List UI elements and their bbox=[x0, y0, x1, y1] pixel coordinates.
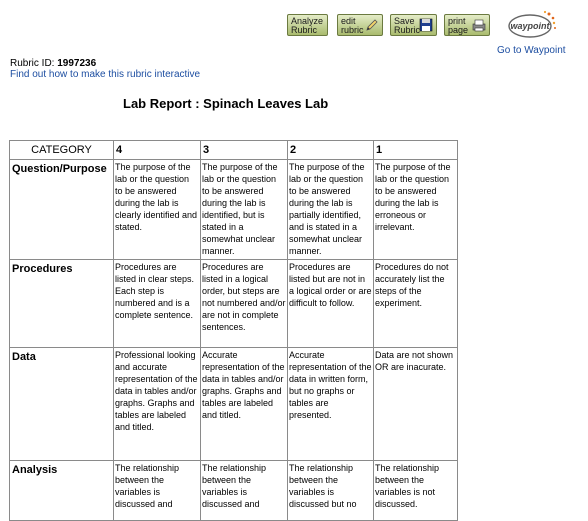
floppy-disk-icon bbox=[419, 18, 433, 32]
header-score-3: 3 bbox=[201, 141, 288, 160]
table-cell: The purpose of the lab or the question to be answered during the lab is erroneous or irrelevant. bbox=[374, 160, 458, 260]
header-score-1: 1 bbox=[374, 141, 458, 160]
table-cell: Procedures do not accurately list the steps of the experiment. bbox=[374, 260, 458, 348]
header-score-2: 2 bbox=[288, 141, 374, 160]
printer-icon bbox=[472, 18, 486, 32]
table-cell: The relationship between the variables is not discussed. bbox=[374, 461, 458, 521]
rubric-id-value: 1997236 bbox=[57, 58, 97, 69]
table-header-row bbox=[10, 141, 458, 160]
page-title: Lab Report : Spinach Leaves Lab bbox=[123, 96, 329, 111]
table-cell: The purpose of the lab or the question to be answered during the lab is partially identified, and is stated in a somewhat unclear manner. bbox=[288, 160, 374, 260]
analyze-rubric-label: Analyze Rubric bbox=[291, 16, 324, 35]
table-cell: The purpose of the lab or the question to be answered during the lab is identified, but is stated in a somewhat unclear manner. bbox=[201, 160, 288, 260]
table-row bbox=[10, 160, 458, 260]
go-to-waypoint-link[interactable]: Go to Waypoint bbox=[497, 45, 566, 56]
rubric-id-label: Rubric ID: bbox=[10, 58, 58, 69]
row-category: Procedures bbox=[10, 260, 114, 348]
save-rubric-button[interactable] bbox=[390, 14, 437, 36]
table-row bbox=[10, 260, 458, 348]
waypoint-logo[interactable] bbox=[504, 10, 558, 42]
print-page-label: print page bbox=[448, 16, 469, 35]
header-score-4: 4 bbox=[114, 141, 201, 160]
row-category: Question/Purpose bbox=[10, 160, 114, 260]
edit-rubric-label: edit rubric bbox=[341, 16, 364, 35]
table-cell: Professional looking and accurate representation of the data in tables and/or graphs. Graphs and tables are labeled and titled. bbox=[114, 348, 201, 461]
make-interactive-link[interactable]: Find out how to make this rubric interactive bbox=[10, 69, 201, 80]
rubric-table bbox=[9, 140, 458, 521]
table-row bbox=[10, 348, 458, 461]
table-cell: Procedures are listed but are not in a logical order or are difficult to follow. bbox=[288, 260, 374, 348]
edit-rubric-button[interactable] bbox=[337, 14, 383, 36]
table-row bbox=[10, 461, 458, 521]
rubric-id bbox=[10, 58, 96, 69]
table-cell: The relationship between the variables is discussed and bbox=[114, 461, 201, 521]
analyze-rubric-button[interactable] bbox=[287, 14, 328, 36]
table-cell: Accurate representation of the data in written form, but no graphs or tables are presented. bbox=[288, 348, 374, 461]
table-cell: Accurate representation of the data in tables and/or graphs. Graphs and tables are labeled and titled. bbox=[201, 348, 288, 461]
table-cell: Procedures are listed in clear steps. Each step is numbered and is a complete sentence. bbox=[114, 260, 201, 348]
waypoint-logo-text: waypoint bbox=[510, 21, 550, 31]
table-cell: The relationship between the variables is discussed but no bbox=[288, 461, 374, 521]
row-category: Data bbox=[10, 348, 114, 461]
header-category: CATEGORY bbox=[10, 141, 114, 160]
row-category: Analysis bbox=[10, 461, 114, 521]
save-rubric-label: Save Rubric bbox=[394, 16, 421, 35]
print-page-button[interactable] bbox=[444, 14, 490, 36]
table-cell: Data are not shown OR are inacurate. bbox=[374, 348, 458, 461]
table-cell: Procedures are listed in a logical order, but steps are not numbered and/or are not in complete sentences. bbox=[201, 260, 288, 348]
table-cell: The purpose of the lab or the question to be answered during the lab is clearly identified and stated. bbox=[114, 160, 201, 260]
pencil-icon bbox=[365, 18, 379, 32]
table-cell: The relationship between the variables is discussed and bbox=[201, 461, 288, 521]
